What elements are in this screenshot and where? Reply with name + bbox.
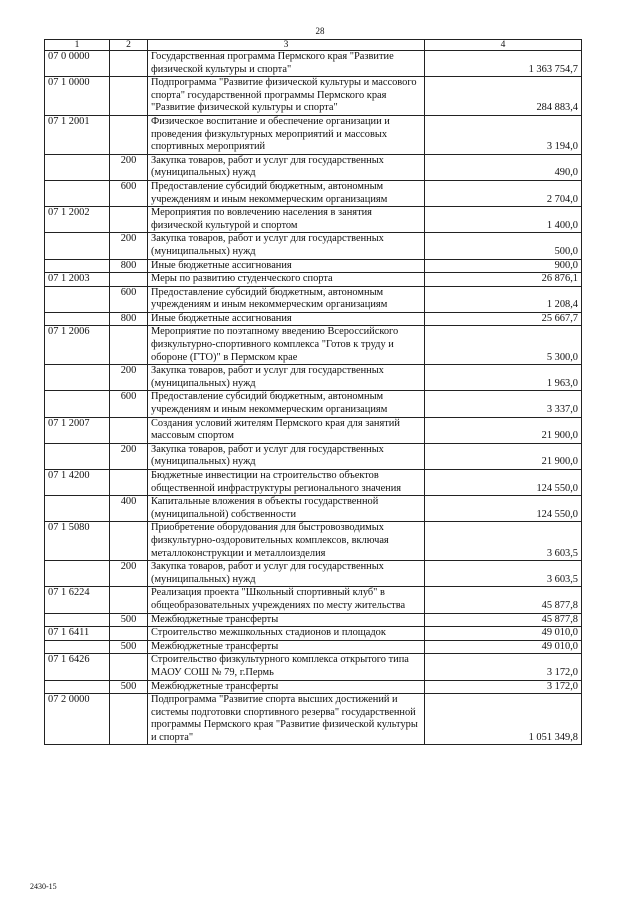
code-cell: 07 1 2001 <box>45 115 110 154</box>
amount-cell: 3 603,5 <box>425 561 582 587</box>
amount-cell: 25 667,7 <box>425 312 582 326</box>
table-row <box>45 154 582 180</box>
budget-table <box>44 39 582 745</box>
table-row <box>45 496 582 522</box>
table-row <box>45 391 582 417</box>
code-cell: 07 1 2003 <box>45 273 110 287</box>
item-name-cell: Закупка товаров, работ и услуг для государственных (муниципальных) нужд <box>148 154 425 180</box>
amount-cell: 26 876,1 <box>425 273 582 287</box>
amount-cell: 2 704,0 <box>425 180 582 206</box>
expense-type-cell: 600 <box>110 180 148 206</box>
header-col-2: 2 <box>110 40 148 51</box>
header-col-4: 4 <box>425 40 582 51</box>
item-name-cell: Бюджетные инвестиции на строительство объектов общественной инфраструктуры регионального значения <box>148 470 425 496</box>
item-name-cell: Реализация проекта "Школьный спортивный клуб" в общеобразовательных учреждениях по месту жительства <box>148 587 425 613</box>
expense-type-cell: 400 <box>110 496 148 522</box>
expense-type-cell: 500 <box>110 640 148 654</box>
expense-type-cell <box>110 522 148 561</box>
table-row <box>45 694 582 745</box>
amount-cell: 21 900,0 <box>425 443 582 469</box>
item-name-cell: Мероприятия по вовлечению населения в занятия физической культурой и спортом <box>148 207 425 233</box>
item-name-cell: Межбюджетные трансферты <box>148 640 425 654</box>
expense-type-cell: 600 <box>110 286 148 312</box>
table-row <box>45 286 582 312</box>
document-code: 2430-15 <box>30 882 57 891</box>
code-cell: 07 1 2006 <box>45 326 110 365</box>
item-name-cell: Подпрограмма "Развитие физической культуры и массового спорта" государственной программы Пермского края "Развитие физической культуры и спорта" <box>148 77 425 116</box>
table-row <box>45 587 582 613</box>
code-cell <box>45 391 110 417</box>
item-name-cell: Предоставление субсидий бюджетным, автономным учреждениям и иным некоммерческим организациям <box>148 180 425 206</box>
amount-cell: 1 363 754,7 <box>425 51 582 77</box>
item-name-cell: Приобретение оборудования для быстровозводимых физкультурно-оздоровительных комплексов, включая металлоконструкции и металлоизделия <box>148 522 425 561</box>
amount-cell: 49 010,0 <box>425 627 582 641</box>
code-cell <box>45 233 110 259</box>
expense-type-cell <box>110 627 148 641</box>
expense-type-cell <box>110 51 148 77</box>
expense-type-cell <box>110 654 148 680</box>
code-cell: 07 1 2007 <box>45 417 110 443</box>
expense-type-cell: 200 <box>110 561 148 587</box>
header-col-3: 3 <box>148 40 425 51</box>
table-row <box>45 443 582 469</box>
code-cell <box>45 312 110 326</box>
item-name-cell: Иные бюджетные ассигнования <box>148 259 425 273</box>
amount-cell: 3 172,0 <box>425 680 582 694</box>
expense-type-cell: 500 <box>110 680 148 694</box>
expense-type-cell: 800 <box>110 259 148 273</box>
expense-type-cell <box>110 273 148 287</box>
expense-type-cell: 200 <box>110 365 148 391</box>
code-cell: 07 1 6426 <box>45 654 110 680</box>
item-name-cell: Капитальные вложения в объекты государственной (муниципальной) собственности <box>148 496 425 522</box>
amount-cell: 5 300,0 <box>425 326 582 365</box>
table-row <box>45 115 582 154</box>
code-cell: 07 1 5080 <box>45 522 110 561</box>
item-name-cell: Строительство физкультурного комплекса открытого типа МАОУ СОШ № 79, г.Пермь <box>148 654 425 680</box>
table-row <box>45 522 582 561</box>
table-row <box>45 259 582 273</box>
amount-cell: 1 400,0 <box>425 207 582 233</box>
table-row <box>45 51 582 77</box>
code-cell <box>45 365 110 391</box>
item-name-cell: Предоставление субсидий бюджетным, автономным учреждениям и иным некоммерческим организациям <box>148 391 425 417</box>
code-cell: 07 1 2002 <box>45 207 110 233</box>
expense-type-cell: 200 <box>110 154 148 180</box>
table-row <box>45 180 582 206</box>
table-row <box>45 233 582 259</box>
amount-cell: 1 963,0 <box>425 365 582 391</box>
item-name-cell: Предоставление субсидий бюджетным, автономным учреждениям и иным некоммерческим организациям <box>148 286 425 312</box>
table-row <box>45 470 582 496</box>
expense-type-cell: 200 <box>110 443 148 469</box>
code-cell <box>45 613 110 627</box>
expense-type-cell <box>110 470 148 496</box>
amount-cell: 500,0 <box>425 233 582 259</box>
table-row <box>45 77 582 116</box>
table-row <box>45 654 582 680</box>
table-row <box>45 680 582 694</box>
amount-cell: 3 337,0 <box>425 391 582 417</box>
expense-type-cell: 800 <box>110 312 148 326</box>
code-cell <box>45 496 110 522</box>
item-name-cell: Мероприятие по поэтапному введению Всероссийского физкультурно-спортивного комплекса "Готов к труду и обороне (ГТО)" в Пермском крае <box>148 326 425 365</box>
table-header-row <box>45 40 582 51</box>
table-row <box>45 561 582 587</box>
code-cell <box>45 561 110 587</box>
amount-cell: 1 051 349,8 <box>425 694 582 745</box>
expense-type-cell <box>110 587 148 613</box>
expense-type-cell <box>110 207 148 233</box>
expense-type-cell <box>110 115 148 154</box>
item-name-cell: Создания условий жителям Пермского края для занятий массовым спортом <box>148 417 425 443</box>
expense-type-cell <box>110 326 148 365</box>
item-name-cell: Строительство межшкольных стадионов и площадок <box>148 627 425 641</box>
code-cell: 07 1 0000 <box>45 77 110 116</box>
code-cell: 07 0 0000 <box>45 51 110 77</box>
item-name-cell: Иные бюджетные ассигнования <box>148 312 425 326</box>
table-row <box>45 417 582 443</box>
amount-cell: 45 877,8 <box>425 587 582 613</box>
code-cell: 07 1 6224 <box>45 587 110 613</box>
amount-cell: 49 010,0 <box>425 640 582 654</box>
table-row <box>45 207 582 233</box>
code-cell <box>45 259 110 273</box>
code-cell <box>45 443 110 469</box>
expense-type-cell <box>110 694 148 745</box>
item-name-cell: Закупка товаров, работ и услуг для государственных (муниципальных) нужд <box>148 233 425 259</box>
amount-cell: 3 603,5 <box>425 522 582 561</box>
expense-type-cell: 500 <box>110 613 148 627</box>
amount-cell: 124 550,0 <box>425 496 582 522</box>
amount-cell: 490,0 <box>425 154 582 180</box>
code-cell: 07 1 6411 <box>45 627 110 641</box>
amount-cell: 45 877,8 <box>425 613 582 627</box>
amount-cell: 3 194,0 <box>425 115 582 154</box>
code-cell <box>45 286 110 312</box>
table-row <box>45 627 582 641</box>
code-cell <box>45 154 110 180</box>
amount-cell: 3 172,0 <box>425 654 582 680</box>
table-row <box>45 326 582 365</box>
item-name-cell: Подпрограмма "Развитие спорта высших достижений и системы подготовки спортивного резерва" государственной программы Пермского края "Развитие физической культуры и спорта" <box>148 694 425 745</box>
amount-cell: 124 550,0 <box>425 470 582 496</box>
item-name-cell: Меры по развитию студенческого спорта <box>148 273 425 287</box>
expense-type-cell <box>110 77 148 116</box>
item-name-cell: Межбюджетные трансферты <box>148 680 425 694</box>
header-col-1: 1 <box>45 40 110 51</box>
code-cell <box>45 180 110 206</box>
expense-type-cell <box>110 417 148 443</box>
table-row <box>45 640 582 654</box>
code-cell: 07 1 4200 <box>45 470 110 496</box>
expense-type-cell: 200 <box>110 233 148 259</box>
code-cell: 07 2 0000 <box>45 694 110 745</box>
table-row <box>45 365 582 391</box>
item-name-cell: Закупка товаров, работ и услуг для государственных (муниципальных) нужд <box>148 443 425 469</box>
amount-cell: 1 208,4 <box>425 286 582 312</box>
amount-cell: 284 883,4 <box>425 77 582 116</box>
item-name-cell: Межбюджетные трансферты <box>148 613 425 627</box>
amount-cell: 21 900,0 <box>425 417 582 443</box>
table-row <box>45 613 582 627</box>
code-cell <box>45 640 110 654</box>
item-name-cell: Физическое воспитание и обеспечение организации и проведения физкультурных мероприятий и массовых спортивных мероприятий <box>148 115 425 154</box>
item-name-cell: Закупка товаров, работ и услуг для государственных (муниципальных) нужд <box>148 365 425 391</box>
table-row <box>45 312 582 326</box>
item-name-cell: Государственная программа Пермского края "Развитие физической культуры и спорта" <box>148 51 425 77</box>
item-name-cell: Закупка товаров, работ и услуг для государственных (муниципальных) нужд <box>148 561 425 587</box>
expense-type-cell: 600 <box>110 391 148 417</box>
page-number: 28 <box>315 26 325 36</box>
table-row <box>45 273 582 287</box>
code-cell <box>45 680 110 694</box>
amount-cell: 900,0 <box>425 259 582 273</box>
